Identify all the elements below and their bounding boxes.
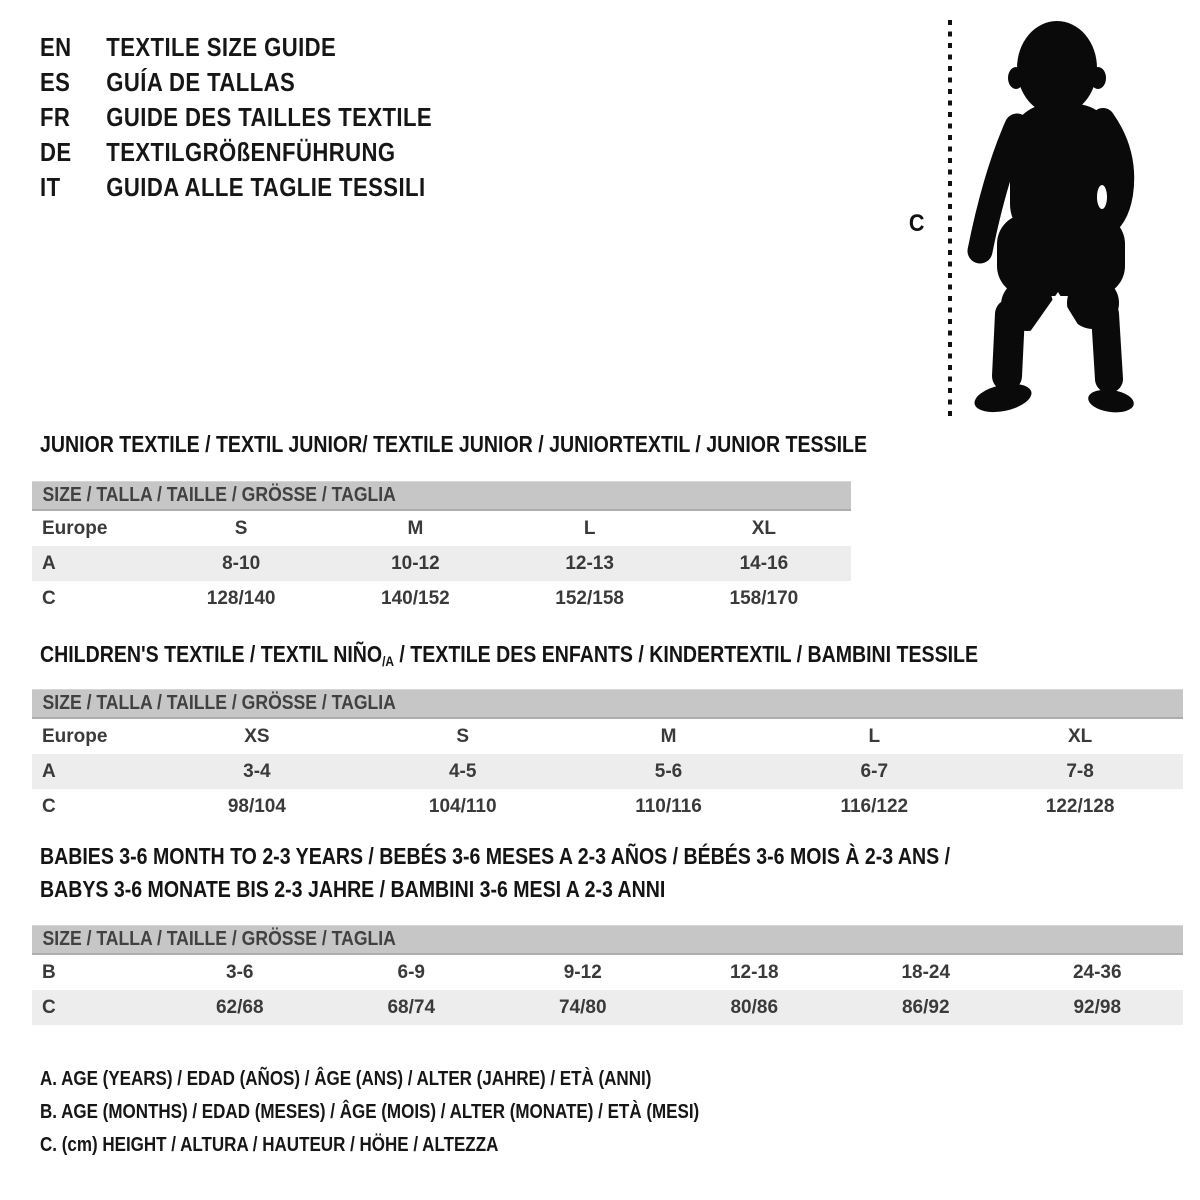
value-cell: 74/80 bbox=[558, 996, 607, 1018]
table-row bbox=[32, 955, 1183, 990]
value-cell: 7-8 bbox=[1066, 760, 1094, 782]
language-row-es bbox=[40, 65, 432, 100]
legend-notes bbox=[40, 1068, 816, 1167]
value-cell: XS bbox=[244, 725, 270, 747]
value-cell: 6-7 bbox=[860, 760, 889, 782]
value-cell: 92/98 bbox=[1073, 996, 1122, 1018]
height-dashed-line bbox=[947, 18, 955, 418]
junior-size-table bbox=[32, 511, 851, 616]
row-label-cell: Europe bbox=[42, 517, 108, 539]
title-part: / TEXTILE DES ENFANTS / KINDERTEXTIL / BAMBINI TESSILE bbox=[393, 641, 979, 667]
table-row bbox=[32, 546, 851, 581]
value-cell: 12-13 bbox=[565, 552, 614, 574]
value-cell: 158/170 bbox=[729, 587, 799, 609]
language-title-list bbox=[40, 30, 501, 205]
value-cell: 8-10 bbox=[222, 552, 261, 574]
size-header-bar bbox=[32, 481, 851, 511]
table-row bbox=[32, 719, 1183, 754]
language-title: GUIDA ALLE TAGLIE TESSILI bbox=[106, 172, 426, 202]
value-cell: 18-24 bbox=[901, 961, 951, 983]
language-title: TEXTILGRÖßENFÜHRUNG bbox=[106, 137, 396, 167]
value-cell: S bbox=[456, 725, 470, 747]
section-title-children bbox=[40, 641, 978, 669]
value-cell: L bbox=[868, 725, 881, 747]
height-measure-label: C bbox=[908, 210, 925, 237]
language-code: IT bbox=[40, 172, 61, 202]
value-cell: XL bbox=[1067, 725, 1093, 747]
title-subscript: /A bbox=[382, 653, 394, 669]
table-row bbox=[32, 754, 1183, 789]
children-size-table bbox=[32, 719, 1183, 824]
size-header-bar bbox=[32, 925, 1183, 955]
table-row bbox=[32, 581, 851, 616]
table-row bbox=[32, 789, 1183, 824]
row-label-cell: B bbox=[42, 961, 56, 983]
value-cell: L bbox=[583, 517, 596, 539]
table-row bbox=[32, 511, 851, 546]
value-cell: 86/92 bbox=[901, 996, 950, 1018]
value-cell: 122/128 bbox=[1045, 795, 1115, 817]
language-code: FR bbox=[40, 102, 71, 132]
title-part: CHILDREN'S TEXTILE / TEXTIL NIÑO bbox=[40, 641, 383, 667]
size-header-label: SIZE / TALLA / TAILLE / GRÖSSE / TAGLIA bbox=[42, 484, 396, 506]
value-cell: 14-16 bbox=[739, 552, 789, 574]
language-code: DE bbox=[40, 137, 72, 167]
value-cell: 140/152 bbox=[381, 587, 450, 609]
row-label-cell: C bbox=[42, 795, 56, 817]
row-label-cell: Europe bbox=[42, 725, 108, 747]
value-cell: 6-9 bbox=[397, 961, 425, 983]
value-cell: 80/86 bbox=[730, 996, 779, 1018]
value-cell: M bbox=[407, 517, 424, 539]
value-cell: 12-18 bbox=[729, 961, 779, 983]
section-title-junior: JUNIOR TEXTILE / TEXTIL JUNIOR/ TEXTILE JUNIOR / JUNIORTEXTIL / JUNIOR TESSILE bbox=[40, 431, 868, 457]
size-header-label: SIZE / TALLA / TAILLE / GRÖSSE / TAGLIA bbox=[42, 928, 396, 950]
legend-note-a: A. AGE (YEARS) / EDAD (AÑOS) / ÂGE (ANS) / ALTER (JAHRE) / ETÀ (ANNI) bbox=[40, 1068, 652, 1090]
babies-size-table bbox=[32, 955, 1183, 1025]
section-title-babies-line1: BABIES 3-6 MONTH TO 2-3 YEARS / BEBÉS 3-6 MESES A 2-3 AÑOS / BÉBÉS 3-6 MOIS À 2-3 ANS / bbox=[40, 843, 951, 869]
toddler-silhouette bbox=[965, 16, 1137, 416]
value-cell: M bbox=[660, 725, 677, 747]
value-cell: 4-5 bbox=[448, 760, 477, 782]
size-header-label: SIZE / TALLA / TAILLE / GRÖSSE / TAGLIA bbox=[42, 692, 396, 714]
value-cell: 98/104 bbox=[227, 795, 286, 817]
value-cell: XL bbox=[751, 517, 777, 539]
language-title: GUÍA DE TALLAS bbox=[106, 67, 296, 97]
row-label-cell: C bbox=[42, 996, 56, 1018]
value-cell: 10-12 bbox=[391, 552, 440, 574]
value-cell: S bbox=[234, 517, 248, 539]
language-title: TEXTILE SIZE GUIDE bbox=[106, 32, 337, 62]
value-cell: 152/158 bbox=[555, 587, 624, 609]
language-row-en bbox=[40, 30, 432, 65]
language-code: EN bbox=[40, 32, 72, 62]
language-row-de bbox=[40, 135, 432, 170]
value-cell: 9-12 bbox=[563, 961, 602, 983]
language-title: GUIDE DES TAILLES TEXTILE bbox=[106, 102, 433, 132]
value-cell: 104/110 bbox=[428, 795, 497, 817]
value-cell: 128/140 bbox=[206, 587, 276, 609]
size-header-bar bbox=[32, 689, 1183, 719]
legend-note-b: B. AGE (MONTHS) / EDAD (MESES) / ÂGE (MOIS) / ALTER (MONATE) / ETÀ (MESI) bbox=[40, 1101, 700, 1123]
section-title-babies-line2: BABYS 3-6 MONATE BIS 2-3 JAHRE / BAMBINI 3-6 MESI A 2-3 ANNI bbox=[40, 876, 666, 902]
value-cell: 110/116 bbox=[635, 795, 702, 817]
legend-note-c: C. (cm) HEIGHT / ALTURA / HAUTEUR / HÖHE / ALTEZZA bbox=[40, 1134, 499, 1156]
value-cell: 5-6 bbox=[654, 760, 683, 782]
value-cell: 3-6 bbox=[226, 961, 254, 983]
table-row bbox=[32, 990, 1183, 1025]
language-row-it bbox=[40, 170, 432, 205]
value-cell: 68/74 bbox=[387, 996, 436, 1018]
value-cell: 62/68 bbox=[215, 996, 264, 1018]
language-row-fr bbox=[40, 100, 432, 135]
row-label-cell: A bbox=[42, 760, 56, 782]
language-code: ES bbox=[40, 67, 71, 97]
value-cell: 116/122 bbox=[840, 795, 909, 817]
row-label-cell: C bbox=[42, 587, 56, 609]
row-label-cell: A bbox=[42, 552, 56, 574]
value-cell: 3-4 bbox=[243, 760, 271, 782]
value-cell: 24-36 bbox=[1072, 961, 1122, 983]
